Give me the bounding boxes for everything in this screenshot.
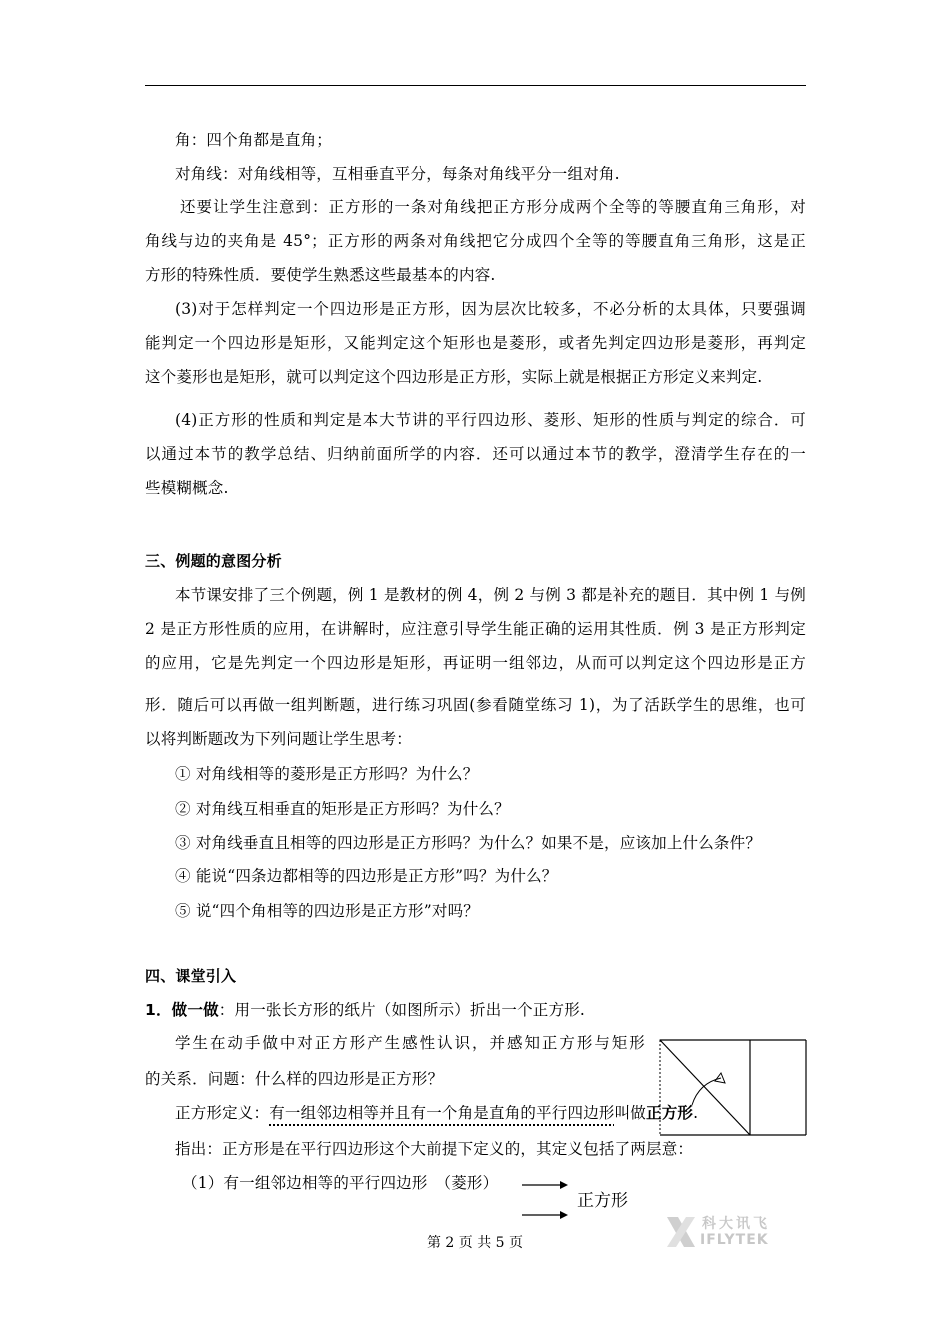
text-line: （1）有一组邻边相等的平行四边形 （菱形） xyxy=(182,1174,499,1192)
question-item: ③ 对角线垂直且相等的四边形是正方形吗？为什么？如果不是，应该加上什么条件？ xyxy=(175,834,762,852)
definition-connector: 叫做 xyxy=(614,1104,647,1122)
question-item: ② 对角线互相垂直的矩形是正方形吗？为什么？ xyxy=(175,800,510,818)
text-line: 些模糊概念. xyxy=(145,479,229,497)
result-label: 正方形 xyxy=(577,1191,628,1211)
text-line: (3)对于怎样判定一个四边形是正方形，因为层次比较多，不必分析的太具体，只要强调 xyxy=(175,300,806,318)
text-line: 方形的特殊性质．要使学生熟悉这些最基本的内容. xyxy=(145,266,496,284)
page-footer: 第 2 页 共 5 页 xyxy=(426,1235,524,1251)
text-line: 指出：正方形是在平行四边形这个大前提下定义的，其定义包括了两层意： xyxy=(175,1140,694,1158)
text-line: 还要让学生注意到：正方形的一条对角线把正方形分成两个全等的等腰直角三角形，对 xyxy=(180,198,806,216)
text-line: 角：四个角都是直角； xyxy=(175,131,333,149)
question-item: ④ 能说“四条边都相等的四边形是正方形”吗？为什么？ xyxy=(175,867,558,885)
definition-line xyxy=(175,1103,698,1123)
text-line: 本节课安排了三个例题，例 1 是教材的例 4，例 2 与例 3 都是补充的题目．其中例 1 与例 xyxy=(175,586,806,604)
definition-term: 正方形 xyxy=(646,1104,694,1122)
question-item: ① 对角线相等的菱形是正方形吗？为什么？ xyxy=(175,765,479,783)
logo-text-cn: 科大讯飞 xyxy=(702,1216,770,1232)
implication-arrows xyxy=(520,1173,570,1225)
section-heading: 四、课堂引入 xyxy=(145,967,237,985)
folded-paper-figure xyxy=(659,1039,807,1136)
header-rule xyxy=(145,85,806,86)
text-line: 的应用，它是先判定一个四边形是矩形，再证明一组邻边，从而可以判定这个四边形是正方 xyxy=(145,654,806,672)
question-item: ⑤ 说“四个角相等的四边形是正方形”对吗？ xyxy=(175,902,479,920)
text-line: 2 是正方形性质的应用，在讲解时，应注意引导学生能正确的运用其性质．例 3 是正方形判定 xyxy=(145,620,806,638)
text-line: 对角线：对角线相等，互相垂直平分，每条对角线平分一组对角. xyxy=(175,165,620,183)
text-line: (4)正方形的性质和判定是本大节讲的平行四边形、菱形、矩形的性质与判定的综合．可 xyxy=(175,411,806,429)
text-line: 能判定一个四边形是矩形，又能判定这个矩形也是菱形，或者先判定四边形是菱形，再判定 xyxy=(145,334,806,352)
text-line: 形．随后可以再做一组判断题，进行练习巩固(参看随堂练习 1)，为了活跃学生的思维，也可 xyxy=(145,696,806,714)
text-line: 这个菱形也是矩形，就可以判定这个四边形是正方形，实际上就是根据正方形定义来判定. xyxy=(145,368,763,386)
text-line: 的关系．问题：什么样的四边形是正方形？ xyxy=(145,1070,444,1088)
text-line: 角线与边的夹角是 45°；正方形的两条对角线把它分成四个全等的等腰直角三角形，这是正 xyxy=(145,232,806,250)
definition-body: 有一组邻边相等并且有一个角是直角的平行四边形 xyxy=(269,1104,615,1122)
text-line: 学生在动手做中对正方形产生感性认识，并感知正方形与矩形 xyxy=(175,1034,645,1052)
activity-text: ：用一张长方形的纸片（如图所示）折出一个正方形. xyxy=(218,1001,586,1019)
definition-end: . xyxy=(693,1104,699,1122)
definition-prefix: 正方形定义： xyxy=(175,1104,270,1122)
activity-line xyxy=(145,1000,585,1020)
activity-label: 1．做一做 xyxy=(145,1001,219,1019)
text-line: 以将判断题改为下列问题让学生思考： xyxy=(145,730,412,748)
text-line: 以通过本节的教学总结、归纳前面所学的内容．还可以通过本节的教学，澄清学生存在的一 xyxy=(145,445,806,463)
section-heading: 三、例题的意图分析 xyxy=(145,552,282,570)
logo-text-en: IFLYTEK xyxy=(700,1232,769,1248)
